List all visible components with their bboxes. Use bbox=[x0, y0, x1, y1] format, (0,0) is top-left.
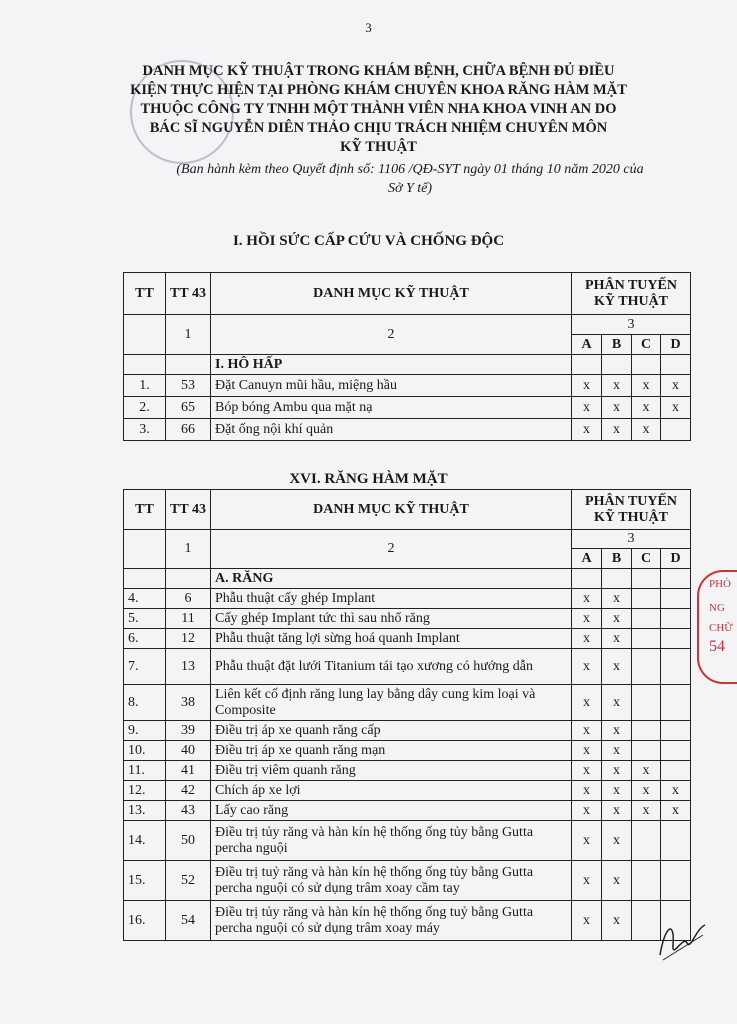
table-row bbox=[124, 901, 691, 941]
title-line: THUỘC CÔNG TY TNHH MỘT THÀNH VIÊN NHA KHOA VINH AN DO bbox=[140, 101, 617, 117]
header-num-1: 1 bbox=[166, 530, 211, 569]
table-row bbox=[124, 685, 691, 721]
table-row bbox=[124, 721, 691, 741]
cell-tt: 5. bbox=[124, 609, 166, 629]
cell-name: Điều trị tủy răng và hàn kín hệ thống ống tuỷ bằng Gutta percha nguội có sử dụng trâm xoay máy bbox=[211, 901, 572, 941]
header-num-2: 2 bbox=[211, 315, 572, 355]
cell-b: x bbox=[602, 589, 632, 609]
cell-b: x bbox=[602, 861, 632, 901]
cell-tt: 12. bbox=[124, 781, 166, 801]
cell-c: x bbox=[632, 781, 661, 801]
signature-icon bbox=[655, 915, 710, 965]
table-row bbox=[124, 781, 691, 801]
document-subtitle bbox=[130, 160, 690, 198]
cell-d bbox=[661, 609, 691, 629]
cell-tt: 15. bbox=[124, 861, 166, 901]
table-row bbox=[124, 589, 691, 609]
cell-a: x bbox=[572, 721, 602, 741]
cell-a: x bbox=[572, 629, 602, 649]
section-heading-1: I. HỒI SỨC CẤP CỨU VÀ CHỐNG ĐỘC bbox=[232, 233, 505, 249]
cell-name: Phẫu thuật đặt lưới Titanium tái tạo xương có hướng dẫn bbox=[211, 649, 572, 685]
cell-d bbox=[661, 741, 691, 761]
subtitle-line: Sở Y tế) bbox=[387, 181, 433, 196]
cell-a: x bbox=[572, 901, 602, 941]
cell-name: Phẫu thuật tăng lợi sừng hoá quanh Implant bbox=[211, 629, 572, 649]
cell-c bbox=[632, 589, 661, 609]
header-b: B bbox=[602, 335, 632, 355]
cell-a: x bbox=[572, 801, 602, 821]
cell-tt43: 38 bbox=[166, 685, 211, 721]
cell-name: Điều trị tuỷ răng và hàn kín hệ thống ống tủy bằng Gutta percha nguội có sử dụng trâm xoay cầm tay bbox=[211, 861, 572, 901]
title-line: DANH MỤC KỸ THUẬT TRONG KHÁM BỆNH, CHỮA BỆNH ĐỦ ĐIỀU bbox=[142, 63, 615, 79]
table-section-2 bbox=[123, 489, 691, 941]
header-num-1: 1 bbox=[166, 315, 211, 355]
cell-tt: 8. bbox=[124, 685, 166, 721]
cell-name: Điều trị áp xe quanh răng cấp bbox=[211, 721, 572, 741]
title-line: KỸ THUẬT bbox=[340, 139, 417, 155]
cell-d bbox=[661, 721, 691, 741]
cell-b: x bbox=[602, 741, 632, 761]
header-c: C bbox=[632, 549, 661, 569]
page-number: 3 bbox=[365, 20, 372, 35]
cell-tt43: 11 bbox=[166, 609, 211, 629]
cell-b: x bbox=[602, 685, 632, 721]
cell-tt43: 40 bbox=[166, 741, 211, 761]
cell-tt: 10. bbox=[124, 741, 166, 761]
table-row bbox=[124, 761, 691, 781]
cell-d: x bbox=[661, 781, 691, 801]
red-stamp: PHÒ NG CHỮ 54 bbox=[697, 570, 737, 684]
cell-b: x bbox=[602, 821, 632, 861]
cell-a: x bbox=[572, 649, 602, 685]
header-tt: TT bbox=[124, 273, 166, 315]
cell-a: x bbox=[572, 741, 602, 761]
header-phan-tuyen: PHÂN TUYẾN KỸ THUẬT bbox=[572, 273, 691, 315]
cell-d bbox=[661, 649, 691, 685]
group-label: I. HÔ HẤP bbox=[211, 355, 572, 375]
header-d: D bbox=[661, 549, 691, 569]
cell-tt43: 52 bbox=[166, 861, 211, 901]
header-phan-tuyen: PHÂN TUYẾN KỸ THUẬT bbox=[572, 490, 691, 530]
cell-c bbox=[632, 861, 661, 901]
cell-c bbox=[632, 685, 661, 721]
cell-b: x bbox=[602, 801, 632, 821]
header-num-3: 3 bbox=[572, 315, 691, 335]
cell-c: x bbox=[632, 761, 661, 781]
cell-tt43: 6 bbox=[166, 589, 211, 609]
cell-d bbox=[661, 761, 691, 781]
cell-tt: 7. bbox=[124, 649, 166, 685]
cell-d bbox=[661, 861, 691, 901]
header-b: B bbox=[602, 549, 632, 569]
cell-b: x bbox=[602, 609, 632, 629]
cell-tt43: 39 bbox=[166, 721, 211, 741]
cell-tt43: 41 bbox=[166, 761, 211, 781]
cell-a: x bbox=[572, 761, 602, 781]
header-num-3: 3 bbox=[572, 530, 691, 549]
cell-name: Điều trị áp xe quanh răng mạn bbox=[211, 741, 572, 761]
cell-c bbox=[632, 821, 661, 861]
cell-tt: 14. bbox=[124, 821, 166, 861]
cell-tt: 11. bbox=[124, 761, 166, 781]
cell-b: x bbox=[602, 781, 632, 801]
table-row bbox=[124, 609, 691, 629]
header-tt: TT bbox=[124, 490, 166, 530]
cell-a: x bbox=[572, 589, 602, 609]
cell-c bbox=[632, 609, 661, 629]
cell-d bbox=[661, 685, 691, 721]
header-a: A bbox=[572, 335, 602, 355]
cell-b: x bbox=[602, 901, 632, 941]
cell-d: x bbox=[661, 801, 691, 821]
cell-c bbox=[632, 649, 661, 685]
table-row bbox=[124, 821, 691, 861]
cell-tt: 4. bbox=[124, 589, 166, 609]
header-num-2: 2 bbox=[211, 530, 572, 569]
table-body bbox=[124, 589, 691, 941]
cell-a: x bbox=[572, 821, 602, 861]
section-heading-2: XVI. RĂNG HÀM MẶT bbox=[289, 471, 448, 487]
cell-name: Điều trị tủy răng và hàn kín hệ thống ống tủy bằng Gutta percha nguội bbox=[211, 821, 572, 861]
header-tt43: TT 43 bbox=[166, 490, 211, 530]
cell-a: x bbox=[572, 861, 602, 901]
cell-name: Liên kết cố định răng lung lay bằng dây cung kim loại và Composite bbox=[211, 685, 572, 721]
cell-tt43: 43 bbox=[166, 801, 211, 821]
cell-c bbox=[632, 721, 661, 741]
header-a: A bbox=[572, 549, 602, 569]
cell-a: x bbox=[572, 609, 602, 629]
cell-b: x bbox=[602, 629, 632, 649]
cell-a: x bbox=[572, 685, 602, 721]
group-label: A. RĂNG bbox=[211, 569, 572, 589]
table-row: 1. 53 Đặt Canuyn mũi hầu, miệng hầu x x x x bbox=[124, 375, 691, 397]
cell-name: Cấy ghép Implant tức thì sau nhổ răng bbox=[211, 609, 572, 629]
title-line: BÁC SĨ NGUYỄN DIÊN THẢO CHỊU TRÁCH NHIỆM CHUYÊN MÔN bbox=[149, 120, 608, 136]
header-c: C bbox=[632, 335, 661, 355]
cell-tt43: 42 bbox=[166, 781, 211, 801]
cell-tt43: 12 bbox=[166, 629, 211, 649]
table-row bbox=[124, 801, 691, 821]
header-tt43: TT 43 bbox=[166, 273, 211, 315]
cell-name: Lấy cao răng bbox=[211, 801, 572, 821]
cell-d bbox=[661, 821, 691, 861]
cell-b: x bbox=[602, 761, 632, 781]
header-danh-muc: DANH MỤC KỸ THUẬT bbox=[211, 490, 572, 530]
cell-name: Chích áp xe lợi bbox=[211, 781, 572, 801]
table-row bbox=[124, 741, 691, 761]
cell-tt: 9. bbox=[124, 721, 166, 741]
cell-tt: 6. bbox=[124, 629, 166, 649]
cell-tt43: 54 bbox=[166, 901, 211, 941]
cell-name: Điều trị viêm quanh răng bbox=[211, 761, 572, 781]
cell-name: Phẫu thuật cấy ghép Implant bbox=[211, 589, 572, 609]
table-row bbox=[124, 861, 691, 901]
cell-b: x bbox=[602, 649, 632, 685]
subtitle-line: (Ban hành kèm theo Quyết định số: 1106 /QĐ-SYT ngày 01 tháng 10 năm 2020 của bbox=[176, 162, 644, 177]
cell-c: x bbox=[632, 801, 661, 821]
cell-d bbox=[661, 629, 691, 649]
table-section-1 bbox=[123, 272, 691, 441]
cell-c bbox=[632, 629, 661, 649]
cell-tt43: 13 bbox=[166, 649, 211, 685]
table-row: 3. 66 Đặt ống nội khí quản x x x bbox=[124, 419, 691, 441]
table-row bbox=[124, 649, 691, 685]
cell-c bbox=[632, 741, 661, 761]
title-line: KIỆN THỰC HIỆN TẠI PHÒNG KHÁM CHUYÊN KHOA RĂNG HÀM MẶT bbox=[130, 82, 627, 98]
table-row: 2. 65 Bóp bóng Ambu qua mặt nạ x x x x bbox=[124, 397, 691, 419]
cell-tt: 16. bbox=[124, 901, 166, 941]
header-d: D bbox=[661, 335, 691, 355]
table-row bbox=[124, 629, 691, 649]
document-title bbox=[60, 62, 697, 157]
cell-d bbox=[661, 589, 691, 609]
cell-b: x bbox=[602, 721, 632, 741]
cell-tt: 13. bbox=[124, 801, 166, 821]
cell-tt43: 50 bbox=[166, 821, 211, 861]
cell-a: x bbox=[572, 781, 602, 801]
header-danh-muc: DANH MỤC KỸ THUẬT bbox=[211, 273, 572, 315]
